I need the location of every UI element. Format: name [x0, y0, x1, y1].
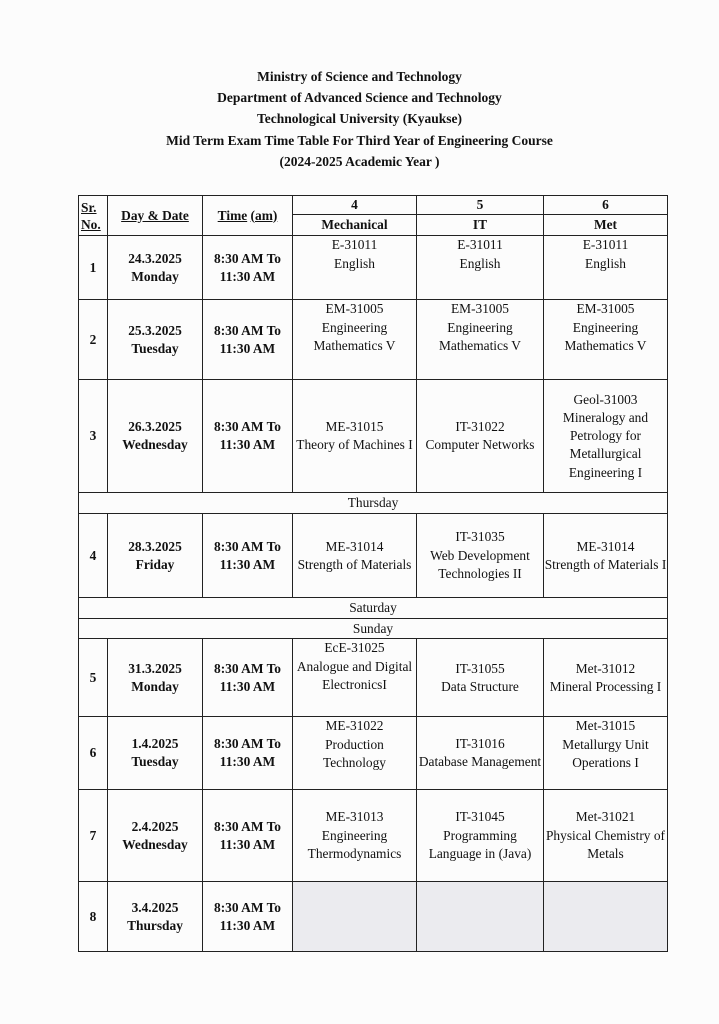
- dept-num-mechanical: 4: [293, 196, 417, 215]
- row-time: 8:30 AM To 11:30 AM: [203, 236, 293, 300]
- subject-cell: E-31011 English: [293, 236, 417, 300]
- empty-subject-cell: [544, 882, 668, 952]
- separator-thursday: Thursday: [79, 493, 668, 514]
- table-row: [79, 236, 668, 300]
- department-title: Department of Advanced Science and Technology: [217, 90, 502, 106]
- subject-cell: EM-31005 Engineering Mathematics V: [544, 300, 668, 380]
- separator-row: [79, 619, 668, 639]
- subject-cell: ME-31014 Strength of Materials: [293, 514, 417, 598]
- table-row: [79, 790, 668, 882]
- exam-timetable: [78, 195, 668, 952]
- table-row: [79, 882, 668, 952]
- row-date: 28.3.2025 Friday: [108, 514, 203, 598]
- time-header: Time (am): [203, 196, 293, 236]
- row-date: 3.4.2025 Thursday: [108, 882, 203, 952]
- row-date: 25.3.2025 Tuesday: [108, 300, 203, 380]
- row-date: 26.3.2025 Wednesday: [108, 380, 203, 493]
- subject-cell: ME-31022 Production Technology: [293, 717, 417, 790]
- row-number: 8: [79, 882, 108, 952]
- subject-cell: IT-31045 Programming Language in (Java): [417, 790, 544, 882]
- row-number: 4: [79, 514, 108, 598]
- subject-cell: Geol-31003 Mineralogy and Petrology for Metallurgical Engineering I: [544, 380, 668, 493]
- row-time: 8:30 AM To 11:30 AM: [203, 300, 293, 380]
- subject-cell: IT-31035 Web Development Technologies II: [417, 514, 544, 598]
- subject-cell: Met-31012 Mineral Processing I: [544, 639, 668, 717]
- row-date: 2.4.2025 Wednesday: [108, 790, 203, 882]
- row-number: 5: [79, 639, 108, 717]
- academic-year: (2024-2025 Academic Year ): [279, 153, 440, 169]
- table-row: [79, 717, 668, 790]
- ministry-title: Ministry of Science and Technology: [257, 69, 462, 84]
- row-time: 8:30 AM To 11:30 AM: [203, 717, 293, 790]
- row-number: 6: [79, 717, 108, 790]
- empty-subject-cell: [417, 882, 544, 952]
- subject-cell: IT-31022 Computer Networks: [417, 380, 544, 493]
- subject-cell: E-31011 English: [544, 236, 668, 300]
- row-number: 2: [79, 300, 108, 380]
- row-time: 8:30 AM To 11:30 AM: [203, 882, 293, 952]
- subject-cell: EM-31005 Engineering Mathematics V: [417, 300, 544, 380]
- subject-cell: IT-31055 Data Structure: [417, 639, 544, 717]
- row-number: 7: [79, 790, 108, 882]
- separator-row: [79, 598, 668, 619]
- subject-cell: ME-31013 Engineering Thermodynamics: [293, 790, 417, 882]
- day-date-header: Day & Date: [108, 196, 203, 236]
- timetable-title: Mid Term Exam Time Table For Third Year of Engineering Course: [166, 132, 553, 148]
- table-row: [79, 380, 668, 493]
- dept-name-mechanical: Mechanical: [293, 215, 417, 236]
- subject-cell: IT-31016 Database Management: [417, 717, 544, 790]
- separator-saturday: Saturday: [79, 598, 668, 619]
- subject-cell: Met-31015 Metallurgy Unit Operations I: [544, 717, 668, 790]
- subject-cell: ME-31014 Strength of Materials I: [544, 514, 668, 598]
- row-time: 8:30 AM To 11:30 AM: [203, 514, 293, 598]
- subject-cell: E-31011 English: [417, 236, 544, 300]
- row-number: 1: [79, 236, 108, 300]
- university-title: Technological University (Kyaukse): [256, 111, 462, 127]
- row-time: 8:30 AM To 11:30 AM: [203, 639, 293, 717]
- subject-cell: Met-31021 Physical Chemistry of Metals: [544, 790, 668, 882]
- subject-cell: EM-31005 Engineering Mathematics V: [293, 300, 417, 380]
- row-date: 1.4.2025 Tuesday: [108, 717, 203, 790]
- subject-cell: EcE-31025 Analogue and Digital ElectronicsI: [293, 639, 417, 717]
- table-row: [79, 514, 668, 598]
- subject-cell: ME-31015 Theory of Machines I: [293, 380, 417, 493]
- row-number: 3: [79, 380, 108, 493]
- document-heading: [0, 66, 719, 172]
- separator-row: [79, 493, 668, 514]
- dept-name-met: Met: [544, 215, 668, 236]
- row-time: 8:30 AM To 11:30 AM: [203, 380, 293, 493]
- row-date: 24.3.2025 Monday: [108, 236, 203, 300]
- dept-num-it: 5: [417, 196, 544, 215]
- row-date: 31.3.2025 Monday: [108, 639, 203, 717]
- separator-sunday: Sunday: [79, 619, 668, 639]
- sr-no-header: Sr. No.: [79, 196, 108, 236]
- dept-num-met: 6: [544, 196, 668, 215]
- dept-name-it: IT: [417, 215, 544, 236]
- table-row: [79, 300, 668, 380]
- empty-subject-cell: [293, 882, 417, 952]
- row-time: 8:30 AM To 11:30 AM: [203, 790, 293, 882]
- table-row: [79, 639, 668, 717]
